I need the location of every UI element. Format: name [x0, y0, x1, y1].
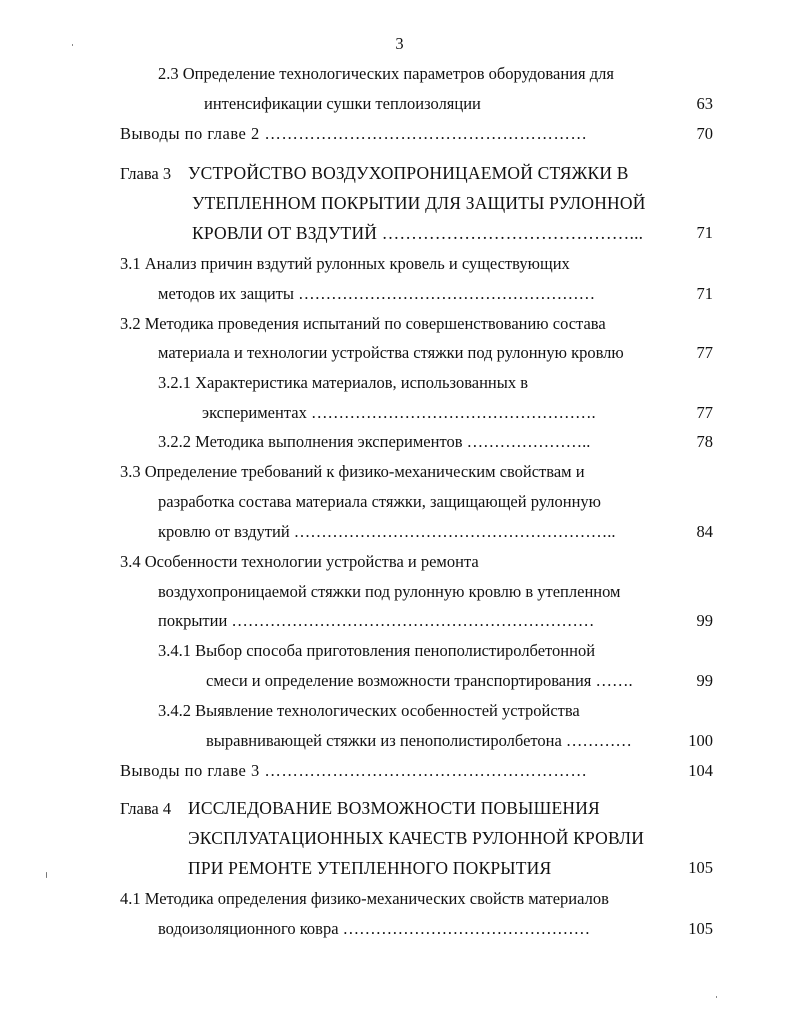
toc-entry-3-4-2-line2: выравнивающей стяжки из пенополистиролбетона …………: [206, 731, 632, 750]
toc-entry-3-2-1-page: 77: [696, 403, 713, 422]
scan-speck: [72, 44, 73, 46]
chapter-4-title-line2: ЭКСПЛУАТАЦИОННЫХ КАЧЕСТВ РУЛОННОЙ КРОВЛИ: [188, 828, 645, 848]
toc-entry-3-4-line2: воздухопроницаемой стяжки под рулонную кровлю в утепленном: [158, 582, 621, 601]
toc-entry-3-3-page: 84: [696, 522, 713, 541]
toc-conclusions-3: Выводы по главе 3 …………………………………………………: [120, 761, 588, 780]
toc-conclusions-2: Выводы по главе 2 …………………………………………………: [120, 124, 588, 143]
toc-entry-3-4-2-line1: 3.4.2 Выявление технологических особенностей устройства: [158, 701, 580, 720]
toc-entry-3-3-line1: 3.3 Определение требований к физико-механическим свойствам и: [120, 462, 585, 481]
toc-entry-3-3-line3: кровлю от вздутий …………………………………………………..: [158, 522, 616, 541]
toc-entry-3-2-line1: 3.2 Методика проведения испытаний по совершенствованию состава: [120, 314, 606, 333]
toc-conclusions-3-page: 104: [688, 761, 713, 780]
toc-entry-3-3-line2: разработка состава материала стяжки, защищающей рулонную: [158, 492, 601, 511]
toc-entry-4-1-line2: водоизоляционного ковра ………………………………………: [158, 919, 591, 938]
chapter-3-page: 71: [696, 223, 713, 242]
toc-entry-3-2-1-line2: экспериментах …………………………………………….: [202, 403, 596, 422]
toc-entry-3-1-line1: 3.1 Анализ причин вздутий рулонных кровель и существующих: [120, 254, 570, 273]
page-number: 3: [395, 34, 404, 53]
toc-entry-3-2-2-page: 78: [696, 432, 713, 451]
toc-conclusions-2-page: 70: [696, 124, 713, 143]
scan-speck: [716, 996, 717, 998]
toc-entry-3-4-1-line1: 3.4.1 Выбор способа приготовления пенополистиролбетонной: [158, 641, 596, 660]
toc-entry-3-4-2-page: 100: [688, 731, 713, 750]
chapter-3-label: Глава 3: [120, 164, 172, 183]
toc-entry-3-2-2: 3.2.2 Методика выполнения экспериментов …………………..: [158, 432, 591, 451]
chapter-3-title-line3: КРОВЛИ ОТ ВЗДУТИЙ ……………………………………...: [192, 223, 644, 243]
chapter-4-page: 105: [688, 858, 713, 877]
toc-entry-3-1-line2: методов их защиты ………………………………………………: [158, 284, 596, 303]
toc-entry-3-4-1-page: 99: [696, 671, 713, 690]
chapter-3-title-line1: УСТРОЙСТВО ВОЗДУХОПРОНИЦАЕМОЙ СТЯЖКИ В: [188, 163, 629, 183]
toc-entry-2-3-line1: 2.3 Определение технологических параметров оборудования для: [158, 64, 614, 83]
chapter-4-label: Глава 4: [120, 799, 172, 818]
toc-entry-2-3-page: 63: [696, 94, 713, 113]
toc-entry-3-1-page: 71: [696, 284, 713, 303]
scan-speck: [46, 872, 47, 878]
toc-entry-3-4-page: 99: [696, 611, 713, 630]
toc-entry-3-2-page: 77: [696, 343, 713, 362]
chapter-4-title-line1: ИССЛЕДОВАНИЕ ВОЗМОЖНОСТИ ПОВЫШЕНИЯ: [188, 798, 600, 818]
toc-entry-2-3-line2: интенсификации сушки теплоизоляции: [204, 94, 481, 113]
toc-entry-4-1-line1: 4.1 Методика определения физико-механических свойств материалов: [120, 889, 609, 908]
toc-entry-3-4-1-line2: смеси и определение возможности транспортирования …….: [206, 671, 633, 690]
toc-entry-3-4-line3: покрытии …………………………………………………………: [158, 611, 595, 630]
toc-entry-3-2-1-line1: 3.2.1 Характеристика материалов, использованных в: [158, 373, 529, 392]
chapter-4-title-line3: ПРИ РЕМОНТЕ УТЕПЛЕННОГО ПОКРЫТИЯ: [188, 858, 552, 878]
toc-entry-3-4-line1: 3.4 Особенности технологии устройства и ремонта: [120, 552, 479, 571]
toc-entry-3-2-line2: материала и технологии устройства стяжки под рулонную кровлю: [158, 343, 624, 362]
toc-entry-4-1-page: 105: [688, 919, 713, 938]
chapter-3-title-line2: УТЕПЛЕННОМ ПОКРЫТИИ ДЛЯ ЗАЩИТЫ РУЛОННОЙ: [192, 193, 646, 213]
